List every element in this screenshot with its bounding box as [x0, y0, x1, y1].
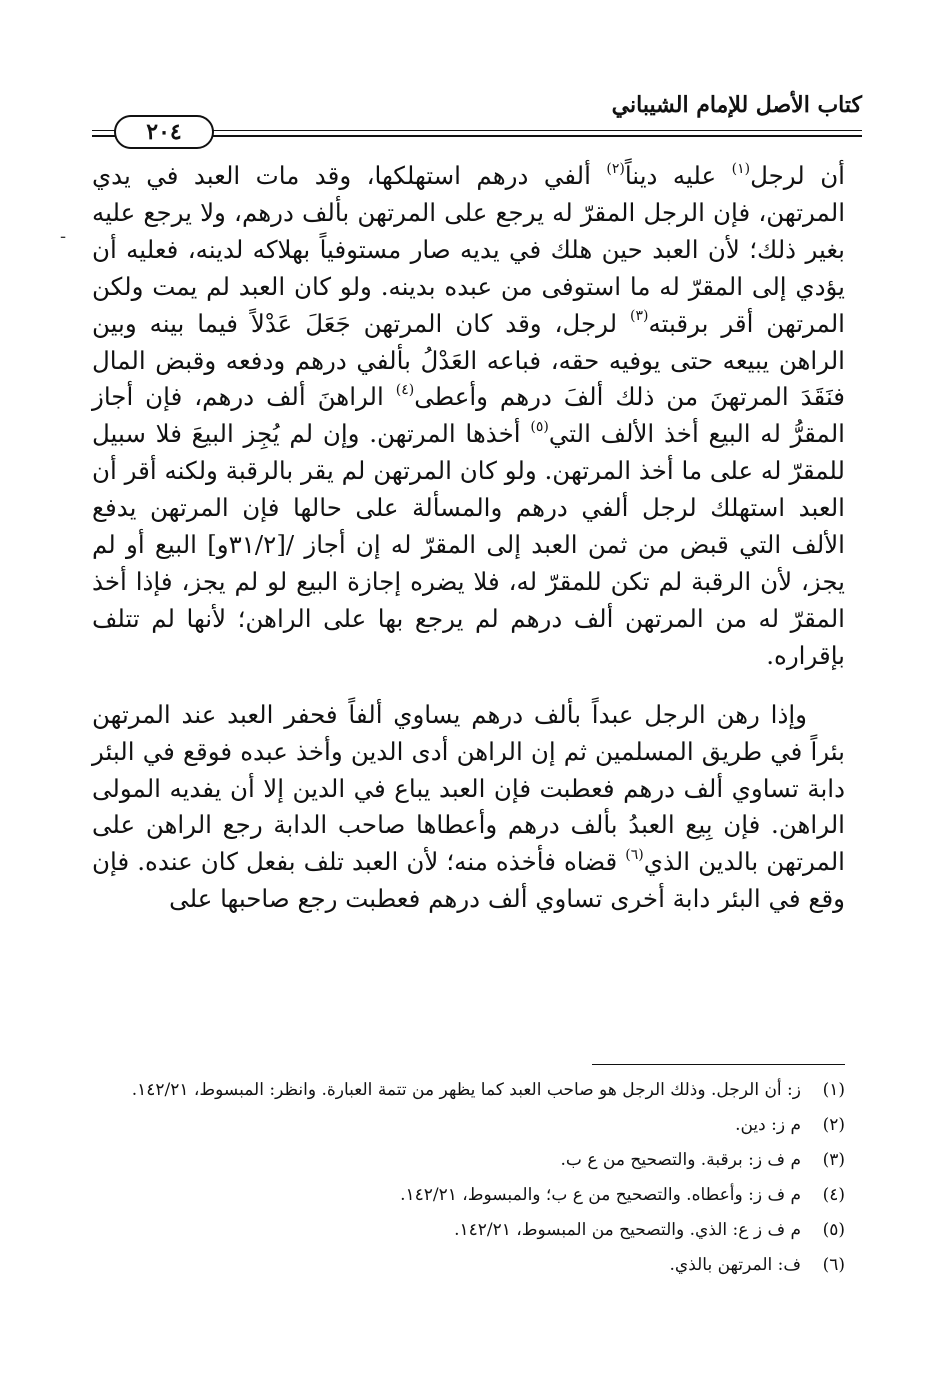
- margin-mark: -: [60, 226, 67, 247]
- footnote-text: ز: أن الرجل. وذلك الرجل هو صاحب العبد كما يظهر من تتمة العبارة. وانظر: المبسوط، ١٤٢/٢١.: [131, 1080, 801, 1100]
- footnote-ref-4: (٤): [395, 382, 415, 399]
- footnote-item: [92, 1251, 845, 1279]
- footnote-ref-1: (١): [731, 160, 751, 177]
- footnote-text: م ف ز: برقبة. والتصحيح من ع ب.: [560, 1150, 801, 1170]
- footnote-item: [92, 1181, 845, 1209]
- footnote-number: (٣): [822, 1150, 845, 1170]
- paragraph-1-segment-1: أن لرجل: [750, 161, 845, 190]
- footnote-ref-2: (٢): [606, 160, 625, 177]
- main-text: [92, 158, 845, 918]
- footnote-item: [92, 1216, 845, 1244]
- paragraph-1-segment-4: لرجل، وقد كان المرتهن جَعَلَ عَدْلاً فيما بينه وبين الراهن يبيعه حتى يوفيه حقه، فباعه العَدْلُ بألفي درهم ودفعه وقبض المال فنَقَدَ المرتهنَ من ذلك ألفَ درهم وأعطى: [92, 308, 846, 412]
- footnote-item: [92, 1111, 845, 1139]
- paragraph-2-segment-1: وإذا رهن الرجل عبداً بألف درهم يساوي ألفاً فحفر العبد عند المرتهن بئراً في طريق المسلمين ثم إن الراهن أدى الدين وأخذ عبده فوقع في البئر دابة تساوي ألف درهم فعطبت فإن العبد يباع في الدين إلا أن يفديه المولى الراهن. فإن بِيع العبدُ بألف درهم وأعطاها صاحب الدابة رجع الراهن على المرتهن بالدين الذي: [92, 699, 845, 877]
- page-number-frame: [114, 115, 214, 149]
- paragraph-1-segment-3: ألفي درهم استهلكها، وقد مات العبد في يدي المرتهن، فإن الرجل المقرّ له يرجع على المرتهن بألف درهم، ولا يرجع عليه بغير ذلك؛ لأن العبد حين هلك في يديه صار مستوفياً بهلاكه لدينه، فعليه أن يؤدي إلى المقرّ له ما استوفى من عبده بدينه. ولو كان العبد لم يمت ولكن المرتهن أقر برقبته: [92, 161, 845, 338]
- paragraph-1-segment-2: عليه ديناً: [624, 161, 732, 190]
- footnote-ref-5: (٥): [530, 419, 549, 436]
- paragraph-1-segment-6: أخذها المرتهن. وإن لم يُجِز البيعَ فلا سبيل للمقرّ له على ما أخذ المرتهن. ولو كان المرتهن لم يقر بالرقبة ولكنه أقر أن العبد استهلك لرجل ألفي درهم والمسألة على حالها فإن المرتهن يدفع الألف التي قبض من ثمن العبد إلى المقرّ له إن أجاز /[٣١/٢و] البيع أو لم يجز، لأن الرقبة لم تكن للمقرّ له، فلا يضره إجازة البيع لو لم يجز، فإذا أخذ المقرّ له من المرتهن ألف درهم لم يرجع بها على الراهن؛ لأنها لم تتلف بإقراره.: [92, 419, 845, 670]
- paragraph-1: [92, 158, 845, 675]
- page-number: ٢٠٤: [146, 119, 182, 145]
- footnote-text: م ف ز: وأعطاه. والتصحيح من ع ب؛ والمبسوط، ١٤٢/٢١.: [400, 1185, 801, 1205]
- footnote-number: (٢): [822, 1115, 845, 1135]
- footnote-ref-3: (٣): [630, 308, 649, 325]
- book-title: كتاب الأصل للإمام الشيباني: [611, 92, 862, 118]
- paragraph-2: [92, 697, 845, 918]
- footnote-number: (٥): [822, 1220, 845, 1240]
- footnote-item: [92, 1146, 845, 1174]
- footnote-number: (٤): [822, 1185, 845, 1205]
- footnote-item: [92, 1076, 845, 1104]
- footnote-separator: [592, 1064, 845, 1065]
- footnote-text: م ف ز ع: الذي. والتصحيح من المبسوط، ١٤٢/٢١.: [454, 1220, 801, 1240]
- footnotes: [92, 1076, 845, 1286]
- paragraph-2-segment-2: قضاه فأخذه منه؛ لأن العبد تلف بفعل كان عنده. فإن وقع في البئر دابة أخرى تساوي ألف درهم فعطبت رجع صاحبها على: [92, 847, 845, 914]
- footnote-ref-6: (٦): [625, 847, 644, 864]
- paragraph-1-segment-5: الراهنَ ألف درهم، فإن أجاز المقرُّ له البيع أخذ الألف التي: [92, 382, 845, 449]
- page-header: [92, 72, 862, 152]
- footnote-number: (١): [822, 1080, 845, 1100]
- footnote-text: م ز: دين.: [735, 1115, 801, 1135]
- footnote-number: (٦): [822, 1255, 845, 1275]
- footnote-text: ف: المرتهن بالذي.: [669, 1255, 801, 1275]
